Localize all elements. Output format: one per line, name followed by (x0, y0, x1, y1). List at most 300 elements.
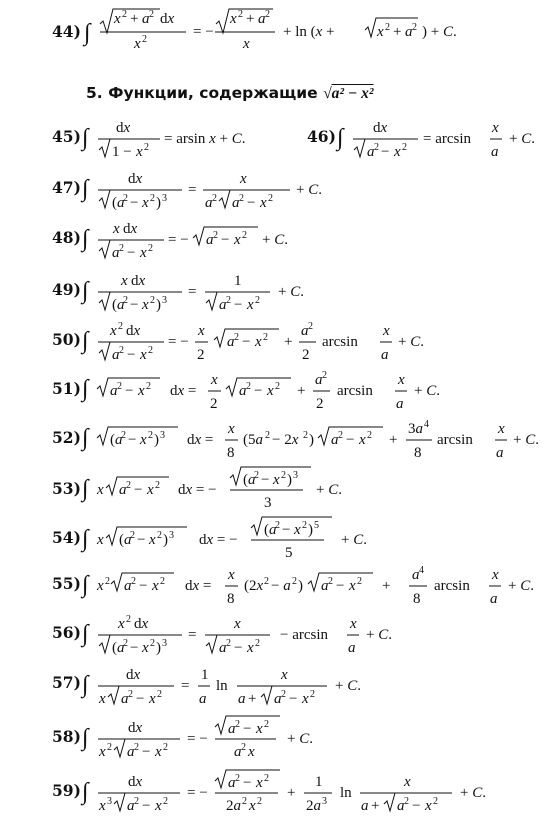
formula-52 (80, 419, 539, 461)
svg-text:2: 2 (212, 193, 217, 204)
svg-text:=: = (181, 678, 190, 694)
svg-text:2: 2 (126, 480, 131, 491)
formula-51 (80, 370, 440, 412)
svg-text:2: 2 (367, 430, 372, 441)
svg-text:2: 2 (123, 193, 128, 204)
svg-text:x: x (349, 578, 356, 594)
svg-text:2: 2 (281, 689, 286, 700)
svg-text:∫: ∫ (337, 125, 344, 151)
svg-text:2: 2 (122, 9, 127, 20)
svg-text:2: 2 (255, 638, 260, 649)
formula-number-55: 55) (52, 574, 81, 593)
svg-text:2: 2 (302, 520, 307, 531)
svg-text:−: − (139, 578, 148, 594)
svg-text:∫: ∫ (84, 20, 91, 46)
svg-text:5: 5 (314, 520, 319, 531)
svg-text:= −: = − (168, 334, 189, 350)
svg-text:a: a (315, 372, 323, 388)
svg-text:a: a (206, 232, 214, 248)
svg-text:x: x (121, 273, 128, 289)
svg-text:2: 2 (210, 396, 218, 412)
svg-text:x: x (350, 616, 357, 632)
svg-text:): ) (156, 195, 161, 211)
svg-text:x: x (234, 232, 241, 248)
svg-text:2: 2 (123, 295, 128, 306)
svg-text:2: 2 (134, 742, 139, 753)
svg-text:2: 2 (308, 321, 313, 332)
svg-text:(2x: (2x (244, 578, 264, 594)
svg-text:ln: ln (216, 678, 228, 694)
svg-text:−: − (381, 144, 390, 160)
svg-text:x: x (198, 323, 205, 339)
svg-text:x: x (240, 171, 247, 187)
svg-text:a: a (490, 591, 498, 607)
svg-text:2: 2 (148, 243, 153, 254)
formula-number-53: 53) (52, 479, 81, 498)
svg-text:2: 2 (281, 470, 286, 481)
svg-text:2: 2 (131, 576, 136, 587)
svg-text:= arsin x + C.: = arsin x + C. (164, 131, 246, 147)
svg-text:+: + (246, 11, 255, 27)
svg-text:): ) (163, 532, 168, 548)
svg-text:): ) (156, 297, 161, 313)
svg-text:x: x (149, 691, 156, 707)
svg-text:∫: ∫ (82, 672, 89, 698)
svg-text:x: x (99, 691, 106, 707)
svg-text:x: x (425, 798, 432, 814)
svg-text:a: a (361, 798, 369, 814)
svg-text:3: 3 (162, 193, 167, 204)
svg-text:2: 2 (235, 773, 240, 784)
formula-58 (80, 716, 313, 760)
svg-text:−: − (412, 798, 421, 814)
svg-text:−: − (130, 640, 139, 656)
svg-text:2: 2 (242, 796, 247, 807)
svg-text:arcsin: arcsin (434, 578, 470, 594)
svg-text:2: 2 (241, 742, 246, 753)
svg-text:x: x (256, 775, 263, 791)
svg-text:2: 2 (275, 520, 280, 531)
svg-text:=: = (188, 284, 197, 300)
svg-text:8: 8 (413, 591, 421, 607)
svg-text:x: x (398, 372, 405, 388)
formula-number-54: 54) (52, 528, 81, 547)
svg-text:dx: dx (116, 120, 131, 136)
svg-text:2: 2 (119, 345, 124, 356)
svg-text:∫: ∫ (82, 176, 89, 202)
svg-text:2: 2 (292, 576, 297, 587)
svg-text:2: 2 (310, 689, 315, 700)
formula-48 (80, 221, 288, 261)
svg-text:2: 2 (264, 773, 269, 784)
svg-text:x: x (228, 567, 235, 583)
svg-text:2: 2 (412, 22, 417, 33)
svg-text:a: a (112, 347, 120, 363)
svg-text:x: x (114, 11, 121, 27)
svg-text:x: x (211, 372, 218, 388)
svg-text:2: 2 (107, 742, 112, 753)
svg-text:2: 2 (157, 689, 162, 700)
svg-text:(a: (a (119, 532, 132, 548)
svg-text:x: x (383, 323, 390, 339)
svg-text:8: 8 (414, 445, 422, 461)
svg-text:2: 2 (234, 332, 239, 343)
svg-text:2: 2 (163, 796, 168, 807)
svg-text:=: = (188, 182, 197, 198)
svg-text:−: − (142, 798, 151, 814)
svg-text:∫: ∫ (82, 621, 89, 647)
svg-text:2: 2 (148, 430, 153, 441)
svg-text:2: 2 (144, 142, 149, 153)
formula-number-50: 50) (52, 330, 81, 349)
svg-text:x: x (149, 532, 156, 548)
formula-56 (80, 614, 392, 656)
svg-text:a: a (199, 691, 207, 707)
svg-text:x: x (110, 323, 117, 339)
svg-text:dx: dx (128, 720, 143, 736)
svg-text:a: a (112, 245, 120, 261)
svg-text:2: 2 (130, 530, 135, 541)
svg-text:∫: ∫ (82, 425, 89, 451)
svg-text:+ C.: + C. (296, 182, 322, 198)
svg-text:2: 2 (150, 638, 155, 649)
svg-text:−: − (261, 472, 270, 488)
svg-text:2: 2 (275, 381, 280, 392)
svg-text:−: − (254, 383, 263, 399)
svg-text:x: x (249, 798, 256, 814)
svg-text:−: − (221, 232, 230, 248)
svg-text:x: x (248, 744, 255, 760)
svg-text:= −: = − (187, 785, 208, 801)
svg-text:a: a (227, 334, 235, 350)
svg-text:dx: dx (128, 171, 143, 187)
svg-text:a: a (397, 798, 405, 814)
svg-text:x: x (97, 532, 104, 548)
svg-text:∫: ∫ (82, 725, 89, 751)
svg-text:a: a (219, 297, 227, 313)
svg-text:2: 2 (134, 796, 139, 807)
svg-text:x: x (234, 616, 241, 632)
svg-text:+ C.: + C. (366, 627, 392, 643)
svg-text:8: 8 (227, 445, 235, 461)
formula-47 (80, 171, 322, 211)
formula-number-56: 56) (52, 623, 81, 642)
svg-text:2: 2 (328, 576, 333, 587)
svg-text:x: x (142, 640, 149, 656)
svg-text:+: + (393, 24, 402, 40)
svg-text:2: 2 (155, 480, 160, 491)
formula-number-44: 44) (52, 22, 81, 41)
svg-text:x: x (243, 36, 250, 52)
svg-text:x: x (302, 691, 309, 707)
formula-49 (80, 273, 304, 313)
svg-text:a: a (238, 691, 246, 707)
svg-text:2: 2 (213, 230, 218, 241)
svg-text:x: x (113, 221, 120, 237)
svg-text:a: a (301, 323, 309, 339)
svg-text:dx: dx (123, 221, 138, 237)
svg-text:2: 2 (404, 796, 409, 807)
svg-text:dx: dx (131, 273, 146, 289)
svg-text:dx: dx (126, 323, 141, 339)
svg-text:a: a (232, 195, 240, 211)
svg-text:2: 2 (433, 796, 438, 807)
svg-text:−: − (243, 721, 252, 737)
svg-text:arcsin: arcsin (322, 334, 358, 350)
svg-text:2: 2 (121, 430, 126, 441)
svg-text:−: − (234, 640, 243, 656)
svg-text:3: 3 (169, 530, 174, 541)
formula-number-57: 57) (52, 673, 81, 692)
svg-text:2: 2 (302, 347, 310, 363)
formula-number-45: 45) (52, 127, 81, 146)
svg-text:x: x (255, 334, 262, 350)
svg-text:a: a (331, 432, 339, 448)
svg-text:a: a (239, 383, 247, 399)
svg-text:2: 2 (119, 243, 124, 254)
svg-text:3: 3 (293, 470, 298, 481)
svg-text:−: − (130, 195, 139, 211)
svg-text:−: − (142, 744, 151, 760)
svg-text:+ C.: + C. (262, 232, 288, 248)
svg-text:2: 2 (265, 9, 270, 20)
svg-text:x: x (152, 578, 159, 594)
svg-text:a: a (110, 383, 118, 399)
svg-text:): ) (309, 432, 314, 448)
formula-number-46: 46) (307, 127, 336, 146)
svg-text:=: = (188, 627, 197, 643)
svg-text:2: 2 (150, 295, 155, 306)
svg-text:+: + (130, 11, 139, 27)
svg-text:+ C.: + C. (278, 284, 304, 300)
svg-text:∫: ∫ (82, 376, 89, 402)
svg-text:2: 2 (385, 22, 390, 33)
svg-text:+: + (248, 691, 257, 707)
svg-text:2: 2 (246, 381, 251, 392)
svg-text:a: a (491, 144, 499, 160)
svg-text:−: − (346, 432, 355, 448)
svg-text:−: − (289, 691, 298, 707)
svg-text:x: x (142, 195, 149, 211)
svg-text:x: x (492, 120, 499, 136)
svg-text:4: 4 (424, 419, 429, 430)
svg-text:a: a (234, 744, 242, 760)
svg-text:−: − (282, 522, 291, 538)
svg-text:x: x (404, 774, 411, 790)
svg-text:dx: dx (134, 616, 149, 632)
svg-text:+ C.: + C. (335, 678, 361, 694)
svg-text:): ) (298, 578, 303, 594)
svg-text:∫: ∫ (82, 526, 89, 552)
svg-text:− 2x: − 2x (272, 432, 299, 448)
svg-text:x: x (134, 36, 141, 52)
svg-text:2: 2 (123, 638, 128, 649)
svg-text:x: x (281, 667, 288, 683)
svg-text:2: 2 (357, 576, 362, 587)
svg-text:5: 5 (285, 545, 293, 561)
formula-46 (335, 120, 535, 160)
svg-text:a: a (348, 640, 356, 656)
svg-text:2: 2 (148, 345, 153, 356)
svg-text:2: 2 (316, 396, 324, 412)
svg-text:2: 2 (126, 614, 131, 625)
svg-text:a: a (496, 445, 504, 461)
svg-text:−: − (336, 578, 345, 594)
svg-text:+: + (297, 383, 306, 399)
svg-text:3: 3 (162, 295, 167, 306)
svg-text:arcsin: arcsin (437, 432, 473, 448)
svg-text:= −: = − (168, 232, 189, 248)
svg-text:2: 2 (374, 142, 379, 153)
svg-text:4: 4 (419, 565, 424, 576)
svg-text:a: a (321, 578, 329, 594)
svg-text:1: 1 (234, 273, 242, 289)
svg-text:dx: dx (373, 120, 388, 136)
formula-number-48: 48) (52, 228, 81, 247)
svg-text:+ C.: + C. (414, 383, 440, 399)
formula-59 (80, 770, 486, 814)
svg-text:x: x (273, 472, 280, 488)
svg-text:(a: (a (264, 522, 277, 538)
svg-text:+: + (287, 785, 296, 801)
svg-text:+ C.: + C. (398, 334, 424, 350)
svg-text:dx = −: dx = − (199, 532, 238, 548)
svg-text:∫: ∫ (82, 125, 89, 151)
formula-45 (80, 120, 246, 160)
svg-text:x: x (498, 421, 505, 437)
svg-text:dx =: dx = (187, 432, 214, 448)
svg-text:= −: = − (193, 24, 214, 40)
svg-text:): ) (287, 472, 292, 488)
svg-text:dx =: dx = (185, 578, 212, 594)
svg-text:2: 2 (268, 193, 273, 204)
svg-text:x: x (228, 421, 235, 437)
svg-text:dx = −: dx = − (178, 482, 217, 498)
svg-text:a: a (228, 775, 236, 791)
svg-text:−: − (242, 334, 251, 350)
svg-text:x: x (97, 482, 104, 498)
svg-text:1: 1 (315, 774, 323, 790)
svg-text:2: 2 (160, 576, 165, 587)
formula-57 (80, 667, 361, 707)
formula-number-52: 52) (52, 428, 81, 447)
svg-text:−: − (136, 691, 145, 707)
svg-text:a: a (142, 11, 150, 27)
svg-text:−: − (247, 195, 256, 211)
svg-text:ln: ln (340, 785, 352, 801)
svg-text:) + C.: ) + C. (422, 24, 457, 40)
svg-text:−: − (243, 775, 252, 791)
svg-text:dx: dx (160, 11, 175, 27)
svg-text:3: 3 (107, 796, 112, 807)
svg-text:x: x (97, 578, 104, 594)
svg-text:x: x (359, 432, 366, 448)
svg-text:2: 2 (117, 381, 122, 392)
svg-text:x: x (230, 11, 237, 27)
svg-text:a: a (258, 11, 266, 27)
svg-text:x: x (247, 297, 254, 313)
svg-text:−: − (234, 297, 243, 313)
svg-text:(a: (a (112, 297, 125, 313)
svg-text:x: x (155, 744, 162, 760)
svg-text:2: 2 (263, 332, 268, 343)
svg-text:a: a (367, 144, 375, 160)
svg-text:2: 2 (322, 370, 327, 381)
svg-text:∫: ∫ (82, 226, 89, 252)
svg-text:x: x (140, 432, 147, 448)
svg-text:2: 2 (235, 719, 240, 730)
svg-text:a: a (219, 640, 227, 656)
svg-text:+: + (382, 578, 391, 594)
svg-text:x: x (247, 640, 254, 656)
svg-text:2: 2 (105, 576, 110, 587)
svg-text:−: − (134, 482, 143, 498)
svg-text:a: a (121, 691, 129, 707)
svg-text:x: x (138, 383, 145, 399)
svg-text:2: 2 (257, 796, 262, 807)
svg-text:− arcsin: − arcsin (280, 627, 329, 643)
formula-number-51: 51) (52, 379, 81, 398)
svg-text:3a: 3a (408, 421, 423, 437)
formula-50 (80, 321, 424, 363)
svg-text:): ) (154, 432, 159, 448)
svg-text:+ C.: + C. (341, 532, 367, 548)
svg-text:x: x (267, 383, 274, 399)
svg-text:(a: (a (112, 640, 125, 656)
svg-text:a: a (127, 744, 135, 760)
svg-text:(a: (a (110, 432, 123, 448)
svg-text:2: 2 (264, 576, 269, 587)
svg-text:3: 3 (162, 638, 167, 649)
svg-text:x: x (140, 245, 147, 261)
svg-text:2: 2 (146, 381, 151, 392)
svg-text:2: 2 (128, 689, 133, 700)
svg-text:−: − (128, 432, 137, 448)
svg-text:x: x (294, 522, 301, 538)
svg-text:8: 8 (227, 591, 235, 607)
svg-text:− a: − a (271, 578, 291, 594)
svg-text:): ) (156, 640, 161, 656)
svg-text:a: a (205, 195, 213, 211)
svg-text:2: 2 (265, 430, 270, 441)
svg-text:+: + (389, 432, 398, 448)
section-number: 5. (86, 84, 103, 102)
formula-55 (80, 565, 534, 607)
svg-text:2: 2 (402, 142, 407, 153)
formula-44 (82, 9, 457, 52)
svg-text:x: x (99, 798, 106, 814)
svg-text:x: x (377, 24, 384, 40)
svg-text:+ C.: + C. (508, 578, 534, 594)
svg-text:dx: dx (128, 774, 143, 790)
svg-text:x: x (140, 347, 147, 363)
svg-text:+ C.: + C. (460, 785, 486, 801)
svg-text:2: 2 (238, 9, 243, 20)
svg-text:a: a (412, 567, 420, 583)
svg-text:2: 2 (255, 295, 260, 306)
svg-text:∫: ∫ (82, 779, 89, 805)
svg-text:a: a (228, 721, 236, 737)
svg-text:2: 2 (157, 530, 162, 541)
svg-text:a: a (124, 578, 132, 594)
svg-text:+ C.: + C. (316, 482, 342, 498)
svg-text:3: 3 (264, 495, 272, 511)
section-radical: √a² − x² (323, 85, 374, 102)
formula-number-47: 47) (52, 178, 81, 197)
svg-text:3: 3 (322, 796, 327, 807)
svg-text:2a: 2a (226, 798, 241, 814)
svg-text:1: 1 (201, 667, 209, 683)
